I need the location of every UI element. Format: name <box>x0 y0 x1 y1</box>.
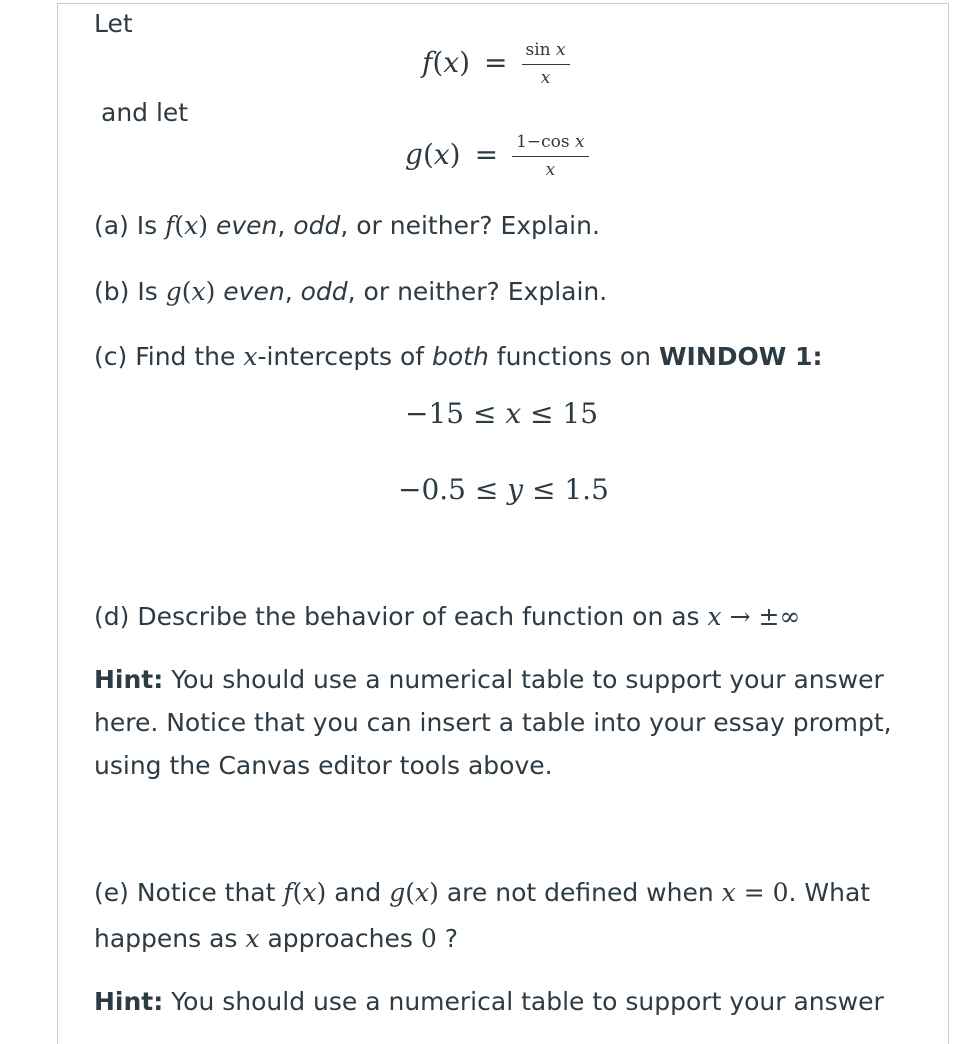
hint-1-line-1: Hint: You should use a numerical table to support your answer <box>94 665 884 694</box>
intro-let: Let <box>94 9 133 38</box>
intro-and-let: and let <box>101 98 189 127</box>
x-range: −15 ≤ x ≤ 15 <box>405 397 599 430</box>
part-e-line-1: (e) Notice that f(x) and g(x) are not defined when x = 0. What <box>94 878 871 907</box>
part-e-line-2: happens as x approaches 0 ? <box>94 924 458 953</box>
hint-1-line-3: using the Canvas editor tools above. <box>94 751 553 780</box>
g-fraction: $\frac{\text{1−cos x}}{x}$ <box>512 132 589 181</box>
hint-1-line-2: here. Notice that you can insert a table into your essay prompt, <box>94 708 892 737</box>
part-a: (a) Is f(x) even, odd, or neither? Explain. <box>94 211 600 240</box>
f-fraction: $\frac{\text{sin x}}{x}$ <box>522 40 570 89</box>
part-c: (c) Find the x-intercepts of both functions on WINDOW 1: <box>94 342 823 371</box>
part-d: (d) Describe the behavior of each function on as x → ±∞ <box>94 602 801 631</box>
g-definition: g(x) = $\frac{\text{1−cos x}}{x}$ <box>405 132 589 181</box>
y-range: −0.5 ≤ y ≤ 1.5 <box>398 473 609 506</box>
f-definition: f(x) = $\frac{\text{sin x}}{x}$ <box>422 40 570 89</box>
hint-2-line-1: Hint: You should use a numerical table to support your answer <box>94 987 884 1016</box>
part-b: (b) Is g(x) even, odd, or neither? Explain. <box>94 277 608 306</box>
